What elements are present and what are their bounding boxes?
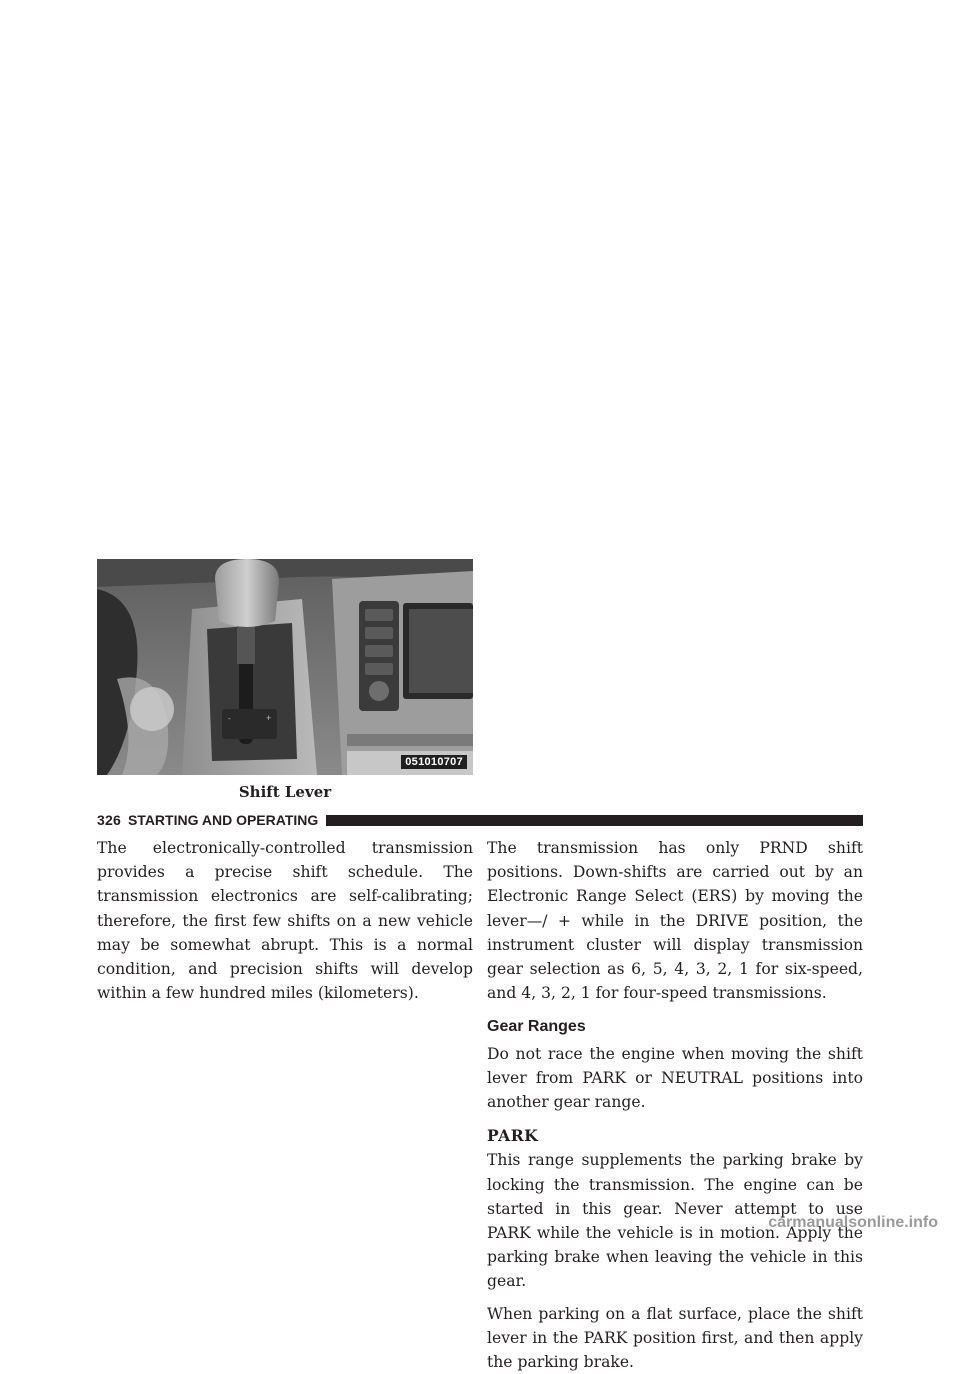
section-title: STARTING AND OPERATING (127, 812, 319, 828)
left-column (97, 836, 473, 1005)
gear-ranges-heading: Gear Ranges (487, 1018, 586, 1036)
shift-lever-illustration (97, 559, 473, 775)
flat-surface-paragraph: When parking on a flat surface, place the shift lever in the PARK position first, and then apply the parking brake. (487, 1304, 863, 1372)
park-heading: PARK (487, 1126, 539, 1146)
svg-text:+: + (266, 713, 272, 723)
watermark-text: carmanualsonline.info (768, 1214, 938, 1231)
header-rule (326, 815, 863, 826)
shift-lever-figure (97, 559, 473, 775)
page-number: 326 (97, 812, 121, 828)
park-paragraph: This range supplements the parking brake by locking the transmission. The engine can be started in this gear. Never attempt to use PARK while the vehicle is in motion. Apply the parking brake when leaving the vehicle in this gear. (487, 1151, 863, 1291)
paragraph-gap (487, 1294, 863, 1302)
page-header (97, 810, 863, 830)
figure-code-label: 051010707 (401, 755, 467, 769)
svg-text:-: - (228, 714, 231, 723)
intro-paragraph: The electronically-controlled transmission provides a precise shift schedule. The transmission electronics are self-calibrating; therefore, the first few shifts on a new vehicle may be somewhat abrupt. This is a normal condition, and precision shifts will develop within a few hundred miles (kilometers). (97, 839, 473, 1003)
gear-ranges-paragraph: Do not race the engine when moving the shift lever from PARK or NEUTRAL positions into another gear range. (487, 1044, 863, 1112)
right-column (487, 836, 863, 1374)
figure-caption: Shift Lever (238, 783, 332, 801)
prnd-paragraph: The transmission has only PRND shift positions. Down-shifts are carried out by an Electronic Range Select (ERS) by moving the lever—/ + while in the DRIVE position, the instrument cluster will display transmission gear selection as 6, 5, 4, 3, 2, 1 for six-speed, and 4, 3, 2, 1 for four-speed transmissions. (487, 839, 863, 1003)
